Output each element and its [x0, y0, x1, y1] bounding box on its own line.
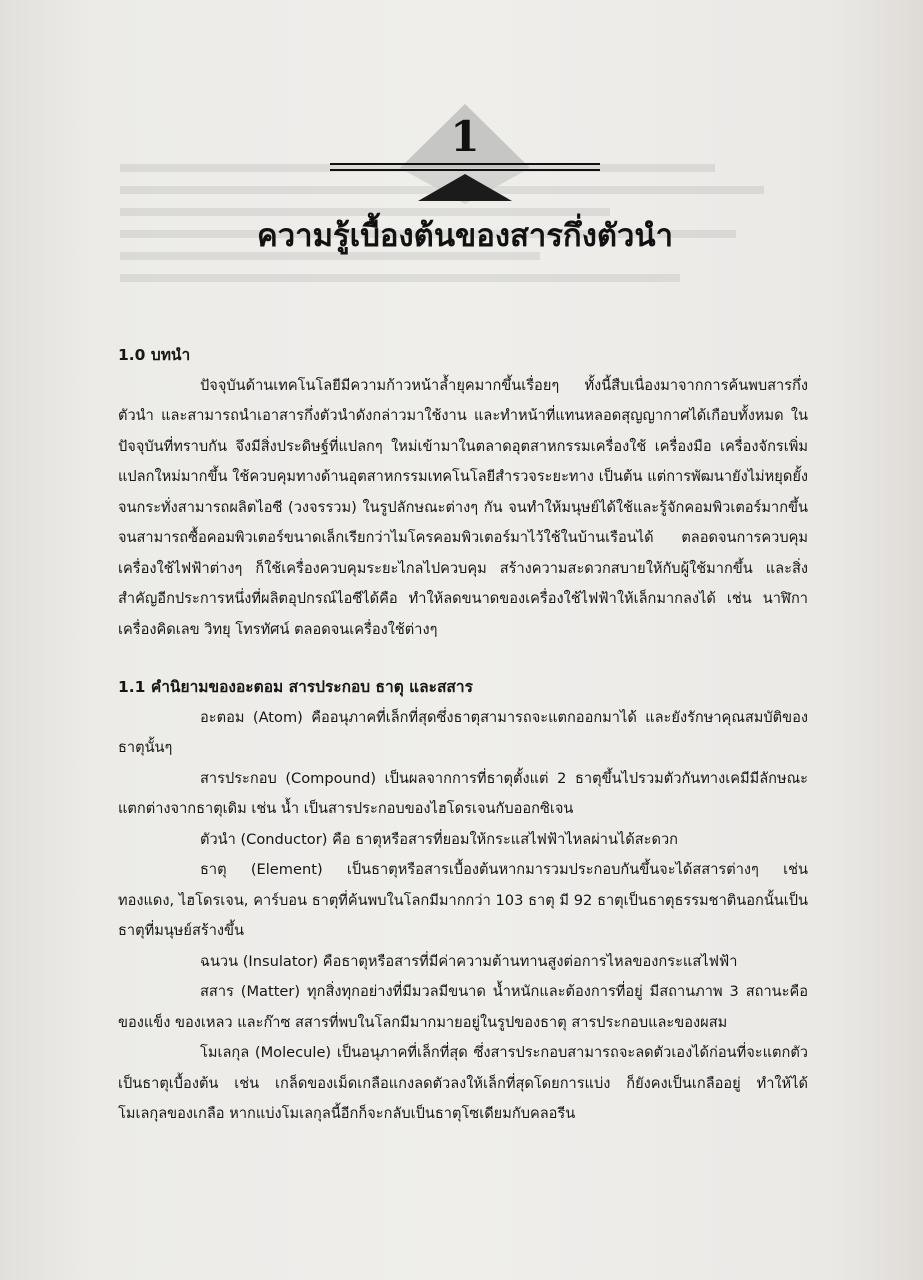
definition-conductor: ตัวนำ (Conductor) คือ ธาตุหรือสารที่ยอมให้กระแสไฟฟ้าไหลผ่านได้สะดวก [200, 830, 678, 848]
definition-matter: สสาร (Matter) ทุกสิ่งทุกอย่างที่มีมวลมีขนาด น้ำหนักและต้องการที่อยู่ มีสถานภาพ 3 สถานะคือของแข็ง ของเหลว และก๊าซ สสารที่พบในโลกมีมากมายอยู่ในรูปของธาตุ สารประกอบและของผสม [118, 983, 808, 1031]
definitions-list [118, 703, 808, 1130]
definition-insulator: ฉนวน (Insulator) คือธาตุหรือสารที่มีค่าความต้านทานสูงต่อการไหลของกระแสไฟฟ้า [200, 952, 738, 970]
section-heading-intro: 1.0 บทนำ [118, 346, 191, 364]
definition-molecule: โมเลกุล (Molecule) เป็นอนุภาคที่เล็กที่สุด ซึ่งสารประกอบสามารถจะลดตัวเองได้ก่อนที่จะแตกตัวเป็นธาตุเบื้องต้น เช่น เกล็ดของเม็ดเกลือแกงลดตัวลงให้เล็กที่สุดโดยการแบ่ง ก็ยังคงเป็นเกลืออยู่ ทำให้ได้โมเลกุลของเกลือ หากแบ่งโมเลกุลนี้อีกก็จะกลับเป็นธาตุโซเดียมกับคลอรีน [118, 1044, 808, 1122]
definition-element: ธาตุ (Element) เป็นธาตุหรือสารเบื้องต้นหากมารวมประกอบกันขึ้นจะได้สสารต่างๆ เช่น ทองแดง, ไฮโดรเจน, คาร์บอน ธาตุที่ค้นพบในโลกมีมากกว่า 103 ธาตุ มี 92 ธาตุเป็นธาตุธรรมชาตินอกนั้นเป็นธาตุที่มนุษย์สร้างขึ้น [118, 861, 808, 939]
intro-paragraph: ปัจจุบันด้านเทคโนโลยีมีความก้าวหน้าล้ำยุคมากขึ้นเรื่อยๆ ทั้งนี้สืบเนื่องมาจากการค้นพบสารกึ่งตัวนำ และสามารถนำเอาสารกึ่งตัวนำดังกล่าวมาใช้งาน และทำหน้าที่แทนหลอดสุญญากาศได้เกือบทั้งหมด ในปัจจุบันที่ทราบกัน จึงมีสิ่งประดิษฐ์ที่แปลกๆ ใหม่เข้ามาในตลาดอุตสาหกรรมเครื่องใช้ เครื่องมือ เครื่องจักรเพิ่มแปลกใหม่มากขึ้น ใช้ควบคุมทางด้านอุตสาหกรรมเทคโนโลยีสำรวจระยะทาง เป็นต้น แต่การพัฒนายังไม่หยุดยั้ง จนกระทั่งสามารถผลิตไอซี (วงจรรวม) ในรูปลักษณะต่างๆ กัน จนทำให้มนุษย์ได้ใช้และรู้จักคอมพิวเตอร์มากขึ้น จนสามารถซื้อคอมพิวเตอร์ขนาดเล็กเรียกว่าไมโครคอมพิวเตอร์มาไว้ใช้ในบ้านเรือนได้ ตลอดจนการควบคุมเครื่องใช้ไฟฟ้าต่างๆ ก็ใช้เครื่องควบคุมระยะไกลไปควบคุม สร้างความสะดวกสบายให้กับผู้ใช้มากขึ้น และสิ่งสำคัญอีกประการหนึ่งที่ผลิตอุปกรณ์ไอซีได้คือ ทำให้ลดขนาดของเครื่องใช้ไฟฟ้าให้เล็กมากลงได้ เช่น นาฬิกา เครื่องคิดเลข วิทยุ โทรทัศน์ ตลอดจนเครื่องใช้ต่างๆ [118, 376, 808, 638]
page-body [118, 330, 808, 1130]
definition-compound: สารประกอบ (Compound) เป็นผลจากการที่ธาตุตั้งแต่ 2 ธาตุขึ้นไปรวมตัวกันทางเคมีมีลักษณะแตกต่างจากธาตุเดิม เช่น น้ำ เป็นสารประกอบของไฮโดรเจนกับออกซิเจน [118, 769, 808, 817]
chapter-emblem [330, 104, 600, 204]
definition-atom: อะตอม (Atom) คืออนุภาคที่เล็กที่สุดซึ่งธาตุสามารถจะแตกออกมาได้ และยังรักษาคุณสมบัติของธาตุนั้นๆ [118, 708, 808, 756]
chapter-title: ความรู้เบื้องต้นของสารกึ่งตัวนำ [257, 218, 673, 254]
section-heading-definitions: 1.1 คำนิยามของอะตอม สารประกอบ ธาตุ และสสาร [118, 678, 473, 696]
chapter-number: 1 [450, 112, 480, 161]
